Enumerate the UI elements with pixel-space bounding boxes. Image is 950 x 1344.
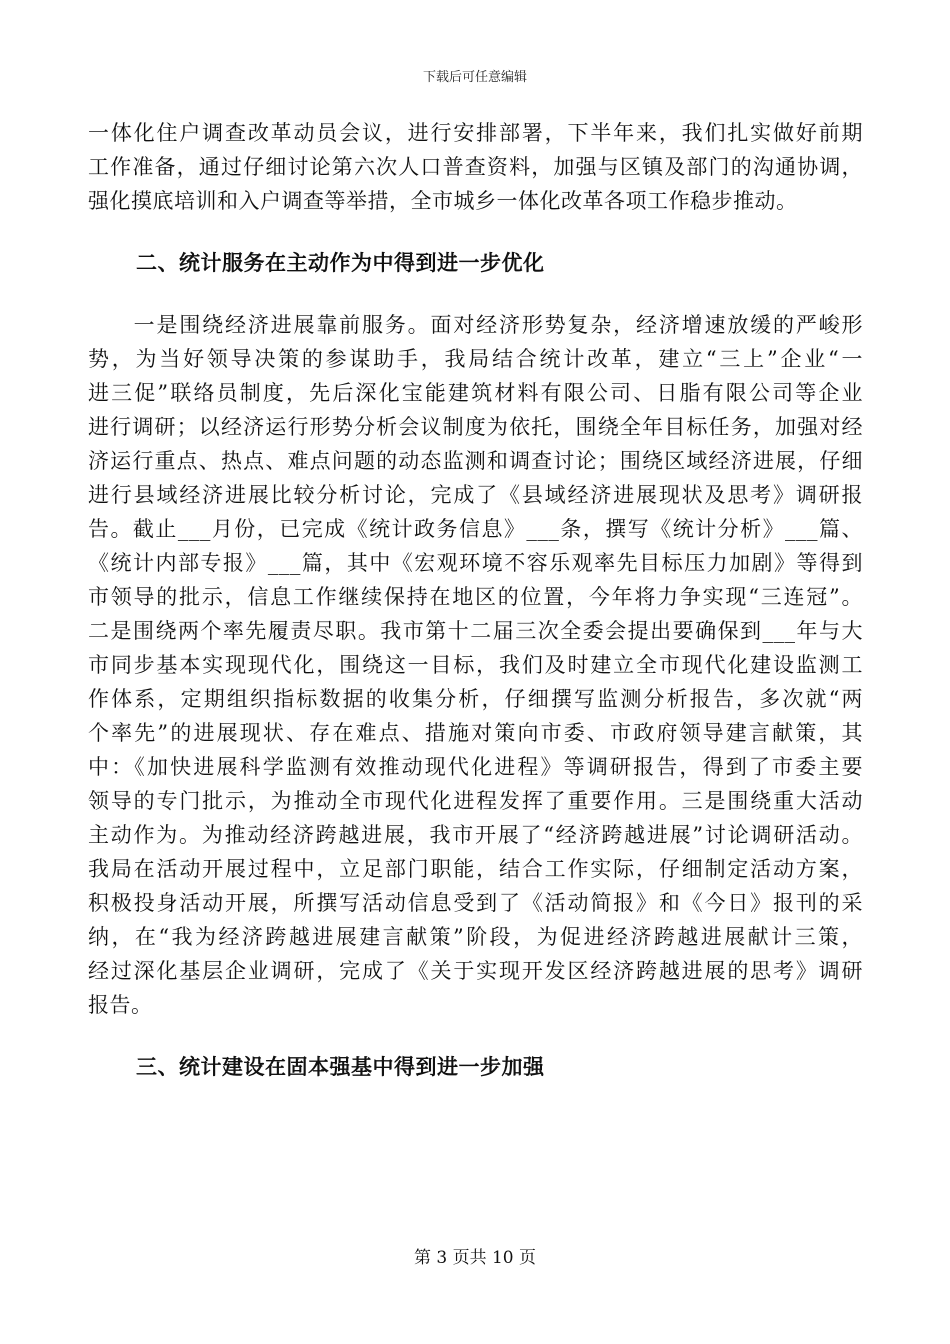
paragraph-line: 济运行重点、热点、难点问题的动态监测和调查讨论；围绕区域经济进展，仔细 <box>88 449 863 473</box>
paragraph-line: 我局在活动开展过程中，立足部门职能，结合工作实际，仔细制定活动方案， <box>88 857 863 881</box>
paragraph-line: 一体化住户调查改革动员会议，进行安排部署，下半年来，我们扎实做好前期 <box>88 121 863 145</box>
paragraph-line: 二是围绕两个率先履责尽职。我市第十二届三次全委会提出要确保到___年与大 <box>88 619 863 643</box>
page-footer: 第 3 页共 10 页 <box>413 1248 537 1268</box>
paragraph-line: 工作准备，通过仔细讨论第六次人口普查资料，加强与区镇及部门的沟通协调， <box>88 155 863 179</box>
paragraph-line: 强化摸底培训和入户调查等举措，全市城乡一体化改革各项工作稳步推动。 <box>88 189 798 213</box>
paragraph-line: 势，为当好领导决策的参谋助手，我局结合统计改革，建立“三上”企业“一 <box>88 347 863 371</box>
paragraph-line: 进行调研；以经济运行形势分析会议制度为依托，围绕全年目标任务，加强对经 <box>88 415 863 439</box>
paragraph-line: 作体系，定期组织指标数据的收集分析，仔细撰写监测分析报告，多次就“两 <box>88 687 863 711</box>
paragraph-line: 领导的专门批示，为推动全市现代化进程发挥了重要作用。三是围绕重大活动 <box>88 789 863 813</box>
section-heading-3: 三、统计建设在固本强基中得到进一步加强 <box>136 1054 545 1079</box>
paragraph-line: 积极投身活动开展，所撰写活动信息受到了《活动简报》和《今日》报刊的采 <box>88 891 863 915</box>
paragraph-line: 中：《加快进展科学监测有效推动现代化进程》等调研报告，得到了市委主要 <box>88 755 863 779</box>
paragraph-line: 市领导的批示，信息工作继续保持在地区的位置，今年将力争实现“三连冠”。 <box>88 585 863 609</box>
paragraph-line: 进行县域经济进展比较分析讨论，完成了《县域经济进展现状及思考》调研报 <box>88 483 863 507</box>
paragraph-line: 报告。 <box>88 993 153 1017</box>
paragraph-2 <box>88 308 863 1022</box>
paragraph-line: 进三促”联络员制度，先后深化宝能建筑材料有限公司、日脂有限公司等企业 <box>88 381 863 405</box>
paragraph-line: 《统计内部专报》___篇，其中《宏观环境不容乐观率先目标压力加剧》等得到 <box>88 551 863 575</box>
paragraph-line: 主动作为。为推动经济跨越进展，我市开展了“经济跨越进展”讨论调研活动。 <box>88 823 863 847</box>
paragraph-line: 经过深化基层企业调研，完成了《关于实现开发区经济跨越进展的思考》调研 <box>88 959 863 983</box>
paragraph-line: 纳，在“我为经济跨越进展建言献策”阶段，为促进经济跨越进展献计三策， <box>88 925 863 949</box>
paragraph-line: 告。截止___月份，已完成《统计政务信息》___条，撰写《统计分析》___篇、 <box>88 517 863 541</box>
paragraph-1 <box>88 116 863 218</box>
paragraph-line: 一是围绕经济进展靠前服务。面对经济形势复杂，经济增速放缓的严峻形 <box>88 313 863 337</box>
paragraph-line: 市同步基本实现现代化，围绕这一目标，我们及时建立全市现代化建设监测工 <box>88 653 863 677</box>
section-heading-2: 二、统计服务在主动作为中得到进一步优化 <box>136 250 545 275</box>
paragraph-line: 个率先”的进展现状、存在难点、措施对策向市委、市政府领导建言献策，其 <box>88 721 863 745</box>
document-body <box>88 116 863 1084</box>
page-header: 下载后可任意编辑 <box>422 70 527 85</box>
